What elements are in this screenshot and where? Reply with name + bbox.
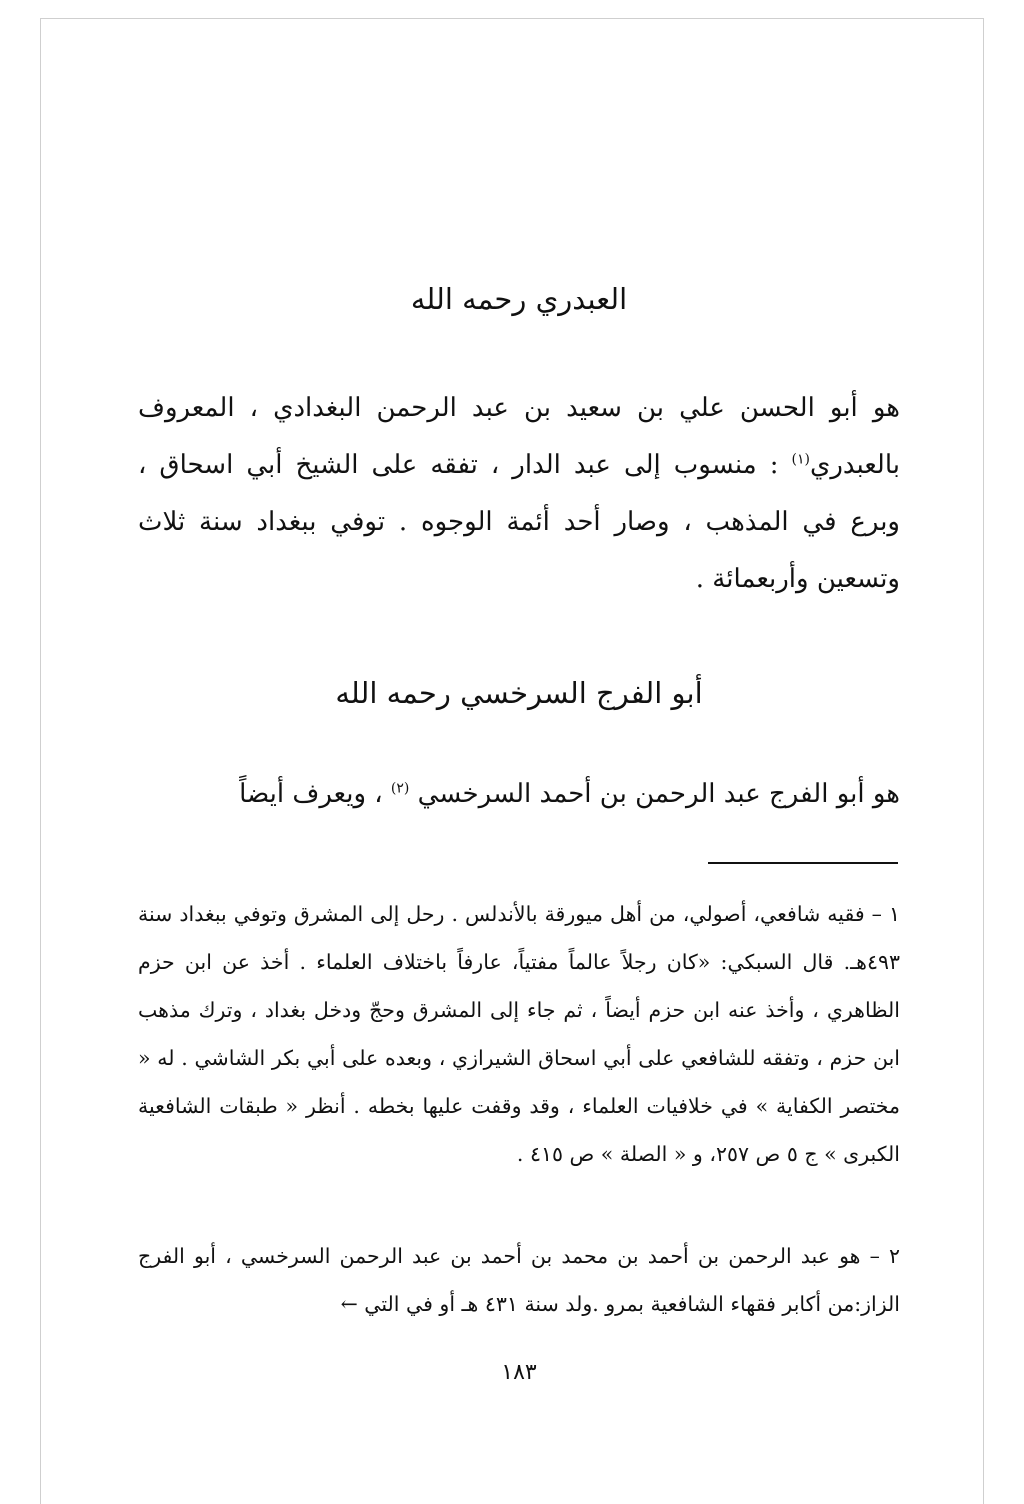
footnote-ref-2[interactable]: (٢) bbox=[390, 780, 410, 797]
bio-text-rest: : منسوب إلى عبد الدار ، تفقه على الشيخ أبي اسحاق ، وبرع في المذهب ، وصار أحد أئمة الوجوه . توفي ببغداد سنة ثلاث وتسعين وأربعمائة . bbox=[138, 450, 900, 594]
bio-text-start: هو أبو الحسن علي بن سعيد بن عبد الرحمن البغدادي ، المعروف بالعبدري bbox=[138, 393, 900, 480]
footnote-ref-1[interactable]: (١) bbox=[791, 451, 810, 468]
section-title-sarakhsi: أبو الفرج السرخسي رحمه الله bbox=[335, 676, 703, 710]
biography-sarakhsi bbox=[138, 766, 900, 823]
page-number: ١٨٣ bbox=[501, 1360, 537, 1385]
footnote-separator bbox=[708, 862, 898, 864]
bio-text-start: هو أبو الفرج عبد الرحمن بن أحمد السرخسي bbox=[409, 779, 900, 809]
biography-abdari bbox=[138, 380, 900, 608]
footnote-1: ١ – فقيه شافعي، أصولي، من أهل ميورقة بالأندلس . رحل إلى المشرق وتوفي ببغداد سنة ٤٩٣هـ. قال السبكي: «كان رجلاً عالماً مفتياً، عارفاً باختلاف العلماء . أخذ عن ابن حزم الظاهري ، وأخذ عنه ابن حزم أيضاً ، ثم جاء إلى المشرق وحجّ ودخل بغداد ، وترك مذهب ابن حزم ، وتفقه للشافعي على أبي اسحاق الشيرازي ، وبعده على أبي بكر الشاشي . له « مختصر الكفاية » في خلافيات العلماء ، وقد وقفت عليها بخطه . أنظر « طبقات الشافعية الكبرى » ج ٥ ص ٢٥٧، و « الصلة » ص ٤١٥ . bbox=[138, 902, 900, 1166]
footnote-2: ٢ – هو عبد الرحمن بن أحمد بن محمد بن أحمد بن عبد الرحمن السرخسي ، أبو الفرج الزاز:من أكابر فقهاء الشافعية بمرو .ولد سنة ٤٣١ هـ أو في التي ← bbox=[138, 1244, 900, 1316]
section-title-abdari: العبدري رحمه الله bbox=[410, 282, 628, 316]
bio-text-rest: ، ويعرف أيضاً bbox=[239, 779, 391, 809]
